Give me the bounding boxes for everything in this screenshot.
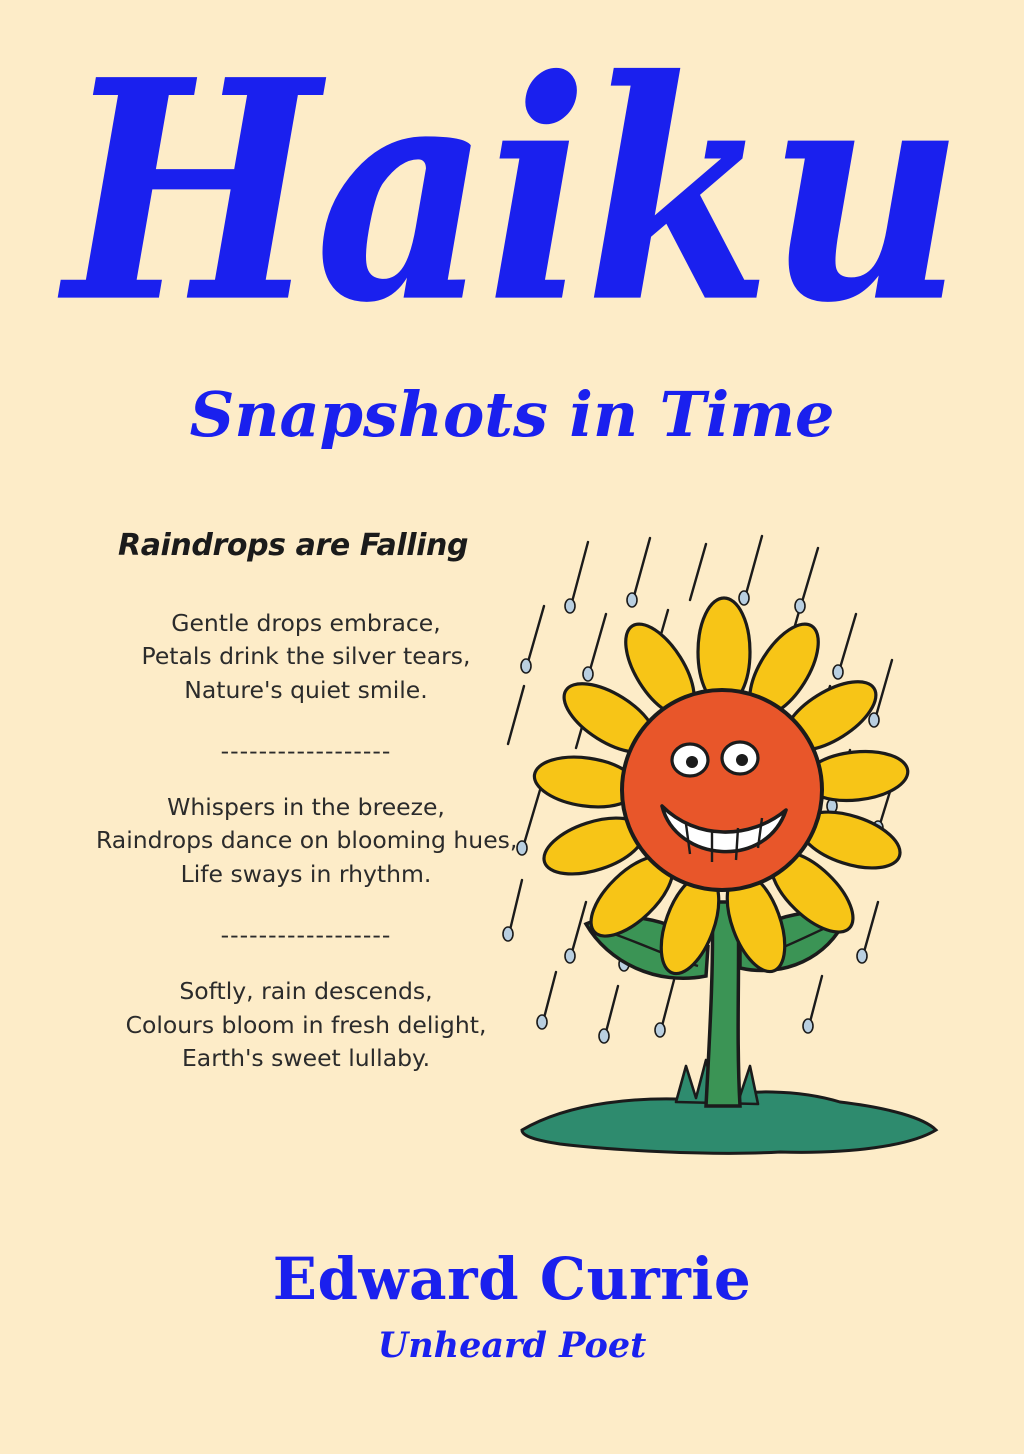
author-tagline: Unheard Poet — [377, 1325, 647, 1366]
haiku-line: Nature's quiet smile. — [184, 675, 428, 704]
haiku-line: Gentle drops embrace, — [171, 609, 441, 637]
haiku-stanza-2 — [96, 791, 516, 891]
stanza-divider: ------------------ — [220, 921, 392, 950]
haiku-line: Raindrops dance on blooming hues, — [96, 826, 518, 855]
haiku-stanza-1 — [96, 607, 516, 707]
sunflower-illustration — [500, 510, 970, 1170]
page-title: Haiku — [64, 13, 960, 370]
haiku-line: Colours bloom in fresh delight, — [125, 1010, 487, 1039]
haiku-line: Softly, rain descends, — [179, 977, 433, 1006]
poem-block — [96, 528, 516, 1075]
haiku-line: Whispers in the breeze, — [167, 793, 445, 822]
poem-heading: Raindrops are Falling — [118, 528, 469, 563]
haiku-line: Earth's sweet lullaby. — [181, 1043, 431, 1072]
stanza-divider: ------------------ — [220, 737, 392, 766]
author-name: Edward Currie — [272, 1245, 752, 1313]
haiku-line: Life sways in rhythm. — [180, 859, 432, 888]
haiku-line: Petals drink the silver tears, — [141, 642, 471, 671]
page-subtitle: Snapshots in Time — [189, 378, 835, 451]
haiku-stanza-3 — [96, 975, 516, 1075]
